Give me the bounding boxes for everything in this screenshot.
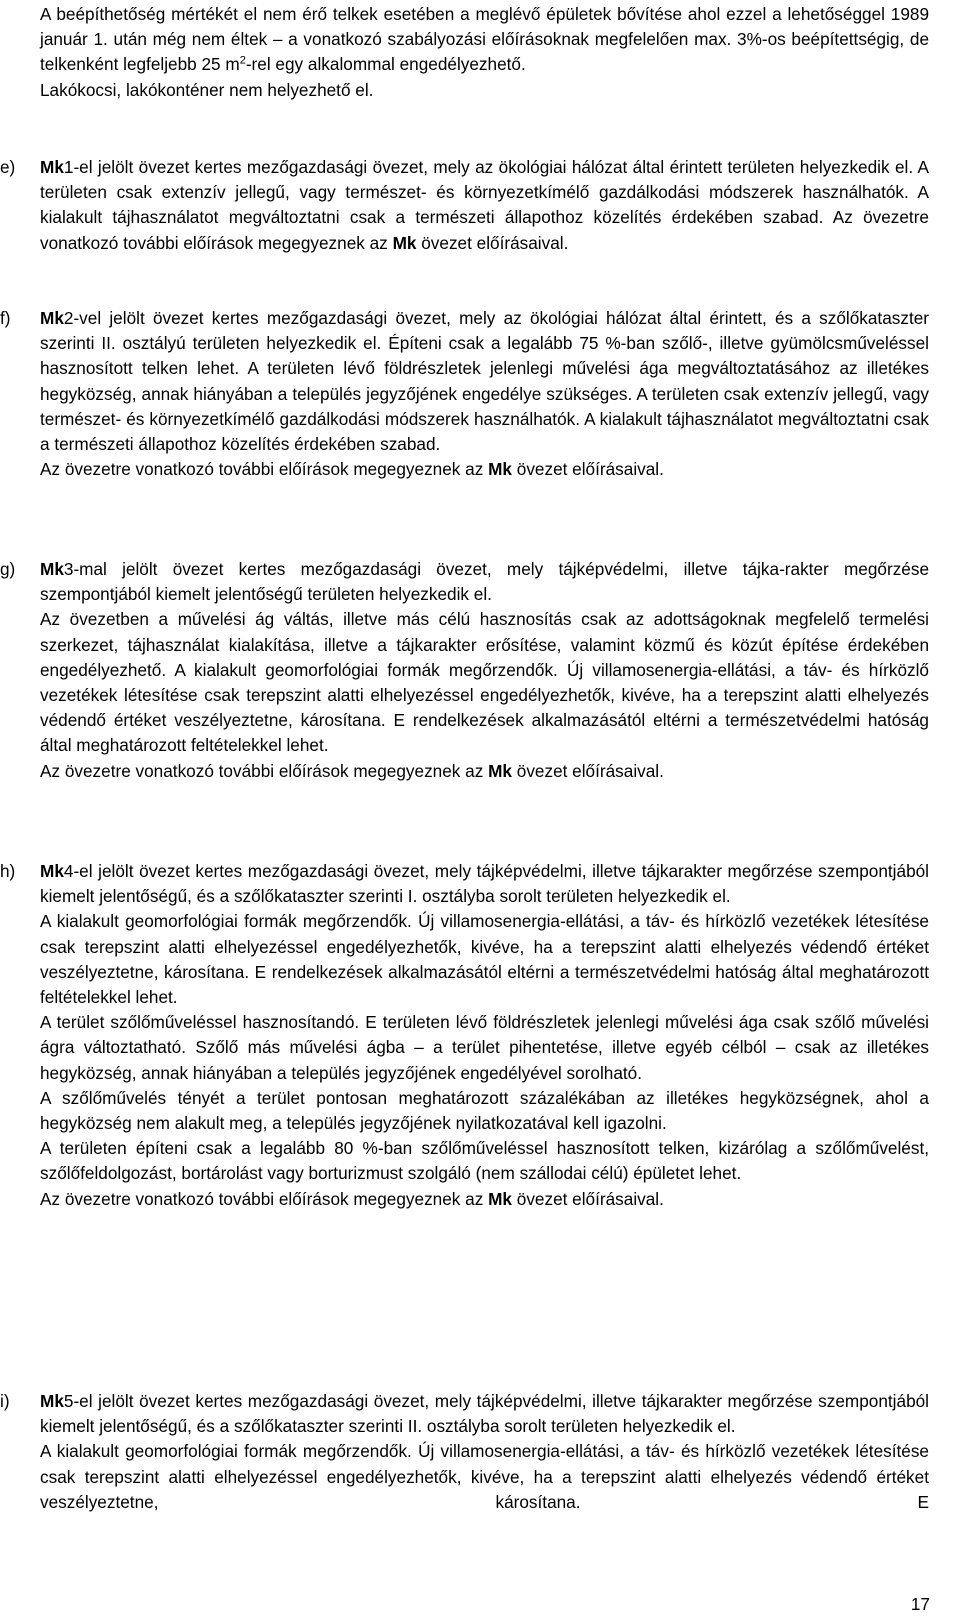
zone-code: Mk: [40, 1391, 64, 1411]
section-text: [40, 306, 929, 482]
paragraph-text: Az övezetre vonatkozó további előírások megegyeznek az: [40, 1188, 489, 1209]
zone-code: Mk: [488, 1188, 512, 1209]
section-paragraph: [40, 457, 929, 482]
paragraph-text: Az övezetre vonatkozó további előírások megegyeznek az: [40, 459, 489, 480]
section-e: [0, 155, 960, 256]
section-label: i): [0, 1391, 10, 1411]
section-text: [40, 557, 929, 784]
section-text: [40, 155, 929, 256]
section-paragraph: A területen építeni csak a legalább 80 %-ban szőlőműveléssel hasznosított telken, kizárólag a szőlőművelést, szőlőfeldolgozást, bortárolást vagy borturizmust szolgáló (nem szállodai célú) épületet lehet.: [40, 1138, 929, 1184]
zone-code: Mk: [40, 559, 64, 579]
paragraph-text: 1-el jelölt övezet kertes mezőgazdasági övezet, mely az ökológiai hálózat által érintett területen helyezkedik el. A területen csak extenzív jellegű, vagy természet- és környezetkímélő gazdálkodási módszerek használhatók. A kialakult tájhasználatot megváltoztatni csak a természeti állapothoz közelítés érdekében szabad. Az övezetre vonatkozó további előírások megegyeznek az: [40, 157, 929, 253]
zone-code: Mk: [40, 157, 64, 177]
section-h: [0, 859, 960, 1212]
zone-code: Mk: [40, 308, 64, 328]
paragraph-text: Az övezetre vonatkozó további előírások megegyeznek az: [40, 760, 489, 781]
paragraph-text-end: övezet előírásaival.: [511, 459, 664, 480]
section-paragraph: [40, 155, 929, 256]
intro-block: [0, 2, 960, 103]
paragraph-text: 2-vel jelölt övezet kertes mezőgazdasági övezet, mely az ökológiai hálózat által érintett, és a szőlőkataszter szerinti II. osztályú területen helyezkedik el. Építeni csak a legalább 75 %-ban szőlő-, illetve gyümölcsműveléssel hasznosított telken lehet. A területen lévő földrészletek jelenlegi művelési ága megváltoztatásához az illetékes hegyközség, annak hiányában a település jegyzőjének engedélye szükséges. A területen csak extenzív jellegű, vagy természet- és környezetkímélő gazdálkodási módszerek használhatók. A kialakult tájhasználatot megváltoztatni csak a természeti állapothoz közelítés érdekében szabad.: [40, 308, 929, 455]
zone-code: Mk: [40, 861, 64, 881]
section-paragraph: [40, 306, 929, 457]
section-label: e): [0, 157, 16, 177]
section-label: f): [0, 308, 11, 328]
section-paragraph: Az övezetben a művelési ág váltás, illetve más célú hasznosítás csak az adottságoknak megfelelő termelési szerkezet, tájhasználat kialakítása, illetve a tájkarakter erősítése, valamint közmű és közút építése érdekében engedélyezhető. A kialakult geomorfológiai formák megőrzendők. Új villamosenergia-ellátási, a táv- és hírközlő vezetékek létesítése csak terepszint alatti elhelyezéssel engedélyezhetők, kivéve, ha a terepszint alatti elhelyezés védendő értéket veszélyeztetne, károsítana. E rendelkezések alkalmazásától eltérni a természetvédelmi hatóság által meghatározott feltételekkel lehet.: [40, 609, 929, 756]
section-paragraph: [40, 859, 929, 909]
paragraph-text: 5-el jelölt övezet kertes mezőgazdasági övezet, mely tájképvédelmi, illetve tájkarakter megőrzése szempontjából kiemelt jelentőségű, és a szőlőkataszter szerinti II. osztályba sorolt területen helyezkedik el.: [40, 1391, 929, 1437]
paragraph-text: 4-el jelölt övezet kertes mezőgazdasági övezet, mely tájképvédelmi, illetve tájkarakter megőrzése szempontjából kiemelt jelentőségű, és a szőlőkataszter szerinti I. osztályba sorolt területen helyezkedik el.: [40, 861, 929, 907]
section-paragraph: A szőlőművelés tényét a terület pontosan meghatározott százalékában az illetékes hegyközségnek, ahol a hegyközség nem alakult meg, a település jegyzőjének nyilatkozatával kell igazolni.: [40, 1087, 929, 1134]
paragraph-text-end: övezet előírásaival.: [511, 1188, 664, 1209]
zone-code: Mk: [488, 459, 512, 480]
paragraph-text: 3-mal jelölt övezet kertes mezőgazdasági övezet, mely tájképvédelmi, illetve tájka-rakter megőrzése szempontjából kiemelt jelentőségű területen helyezkedik el.: [40, 559, 929, 605]
section-paragraph: A kialakult geomorfológiai formák megőrzendők. Új villamosenergia-ellátási, a táv- és hírközlő vezetékek létesítése csak terepszint alatti elhelyezéssel engedélyezhetők, kivéve, ha a terepszint alatti elhelyezés védendő értéket veszélyeztetne, károsítana. E rendelkezések alkalmazásától eltérni a természetvédelmi hatóság által meghatározott feltételekkel lehet.: [40, 911, 929, 1008]
section-i: [0, 1389, 960, 1515]
section-paragraph: A terület szőlőműveléssel hasznosítandó. E területen lévő földrészletek jelenlegi művelési ága csak szőlő művelési ágra változtatható. Szőlő más művelési ágba – a terület pihentetése, illetve egyéb célból – csak az illetékes hegyközség, annak hiányában a település jegyzőjének engedélyével sorolható.: [40, 1012, 929, 1083]
intro-line-1-end: -rel egy alkalommal engedélyezhető.: [245, 54, 526, 75]
section-label: g): [0, 559, 16, 579]
paragraph-text-end: övezet előírásaival.: [511, 760, 664, 781]
page-number: 17: [910, 1594, 930, 1614]
superscript-2: 2: [239, 54, 246, 67]
section-paragraph: [40, 1389, 929, 1439]
section-label: h): [0, 861, 16, 881]
section-text: [40, 1389, 929, 1515]
intro-text: [40, 2, 929, 103]
section-paragraph: [40, 759, 929, 784]
section-g: [0, 557, 960, 784]
intro-line-1: A beépíthetőség mértékét el nem érő telkek esetében a meglévő épületek bővítése ahol ezzel a lehetőséggel 1989 január 1. után még nem éltek – a vonatkozó szabályozási előírásoknak megfelelően max. 3%-os beépítettségig, de telkenként legfeljebb 25 m: [40, 4, 929, 75]
section-f: [0, 306, 960, 482]
section-paragraph: A kialakult geomorfológiai formák megőrzendők. Új villamosenergia-ellátási, a táv- és hírközlő vezetékek létesítése csak terepszint alatti elhelyezéssel engedélyezhetők, kivéve, ha a terepszint alatti elhelyezés védendő értéket veszélyeztetne, károsítana. E: [40, 1441, 929, 1512]
zone-code: Mk: [392, 232, 417, 253]
section-paragraph: [40, 1187, 929, 1212]
section-paragraph: [40, 557, 929, 607]
intro-paragraph: [40, 2, 929, 78]
intro-caravan-rule: Lakókocsi, lakókonténer nem helyezhető el.: [40, 79, 374, 100]
section-text: [40, 859, 929, 1212]
zone-code: Mk: [488, 760, 512, 781]
paragraph-text-end: övezet előírásaival.: [416, 232, 569, 253]
